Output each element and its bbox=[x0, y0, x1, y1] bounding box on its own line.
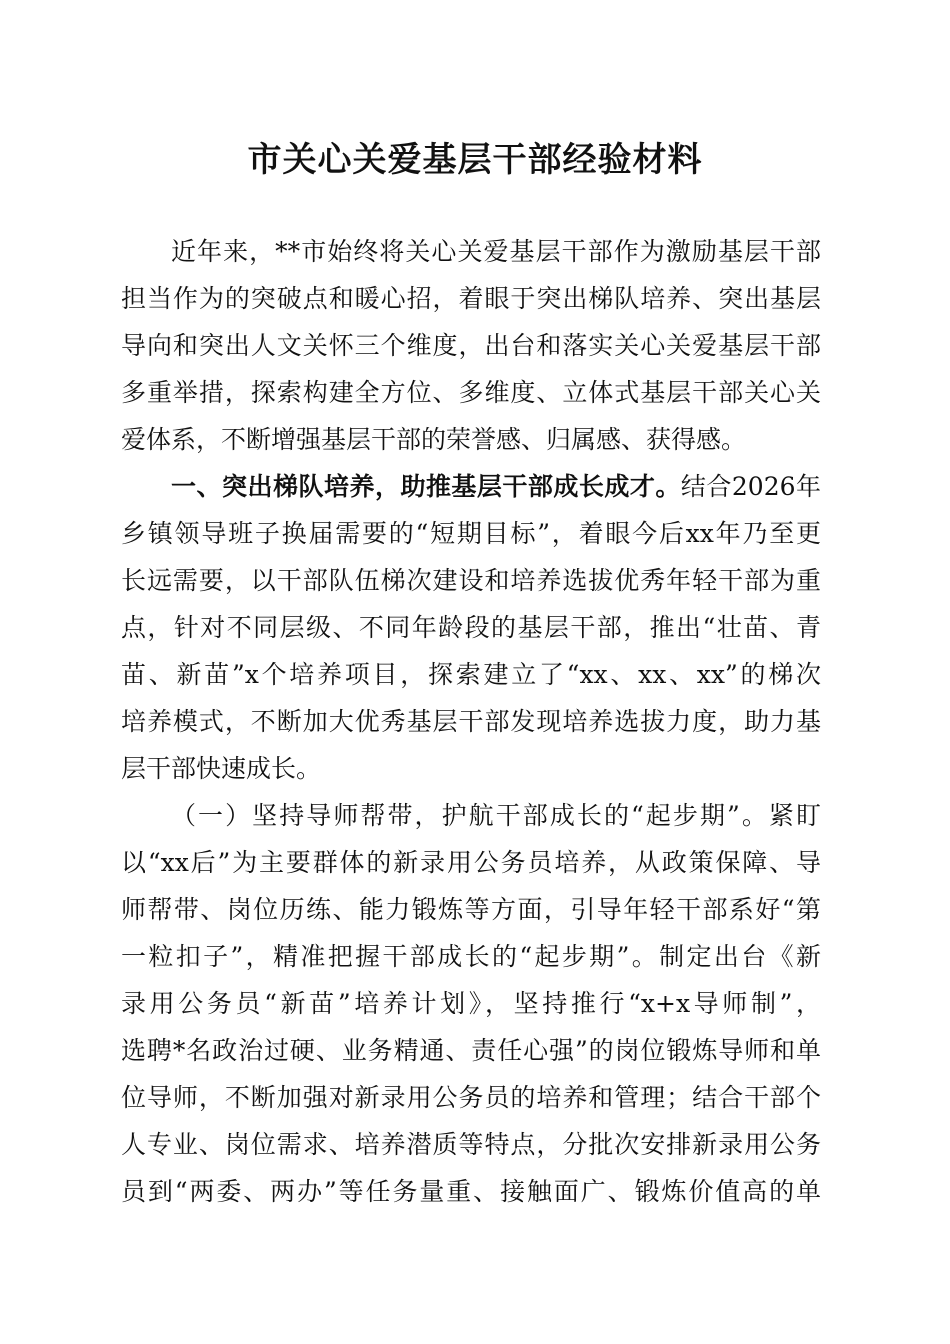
paragraph-3-line-6: 位导师，不断加强对新录用公务员的培养和管理；结合干部个 bbox=[121, 1083, 821, 1112]
paragraph-3-line-4: 录用公务员“新苗”培养计划》，坚持推行“x+x导师制”， bbox=[121, 989, 821, 1018]
paragraph-1-line-3: 导向和突出人文关怀三个维度，出台和落实关心关爱基层干部 bbox=[121, 331, 821, 360]
section-1-heading: 一、突出梯队培养，助推基层干部成长成才。 bbox=[171, 472, 681, 501]
paragraph-3-line-2: 师帮带、岗位历练、能力锻炼等方面，引导年轻干部系好“第 bbox=[121, 895, 821, 924]
subsection-1-lead-text: 紧盯 bbox=[768, 801, 821, 830]
paragraph-3-line-3: 一粒扣子”，精准把握干部成长的“起步期”。制定出台《新 bbox=[121, 942, 821, 971]
paragraph-2-line-2: 长远需要，以干部队伍梯次建设和培养选拔优秀年轻干部为重 bbox=[121, 566, 821, 595]
paragraph-2-line-5: 培养模式，不断加大优秀基层干部发现培养选拔力度，助力基 bbox=[121, 707, 821, 736]
subsection-1-heading: （一）坚持导师帮带，护航干部成长的“起步期”。 bbox=[171, 801, 769, 830]
paragraph-1-line-1: 近年来，**市始终将关心关爱基层干部作为激励基层干部 bbox=[171, 237, 821, 266]
paragraph-2-line-1: 乡镇领导班子换届需要的“短期目标”，着眼今后xx年乃至更 bbox=[121, 519, 821, 548]
paragraph-1-line-4: 多重举措，探索构建全方位、多维度、立体式基层干部关心关 bbox=[121, 378, 821, 407]
paragraph-2-line-6: 层干部快速成长。 bbox=[121, 754, 322, 783]
paragraph-1-line-2: 担当作为的突破点和暖心招，着眼于突出梯队培养、突出基层 bbox=[121, 284, 821, 313]
document-title: 市关心关爱基层干部经验材料 bbox=[247, 140, 703, 180]
section-1-first-line bbox=[171, 464, 821, 510]
paragraph-3-line-5: 选聘*名政治过硬、业务精通、责任心强”的岗位锻炼导师和单 bbox=[121, 1036, 821, 1065]
section-1-lead-text: 结合2026年 bbox=[680, 472, 821, 501]
paragraph-3-line-7: 人专业、岗位需求、培养潜质等特点，分批次安排新录用公务 bbox=[121, 1130, 821, 1159]
paragraph-2-line-4: 苗、新苗”x个培养项目，探索建立了“xx、xx、xx”的梯次 bbox=[121, 660, 821, 689]
paragraph-3-line-1: 以“xx后”为主要群体的新录用公务员培养，从政策保障、导 bbox=[121, 848, 821, 877]
subsection-1-first-line bbox=[171, 793, 821, 839]
paragraph-2-line-3: 点，针对不同层级、不同年龄段的基层干部，推出“壮苗、青 bbox=[121, 613, 821, 642]
paragraph-1-line-5: 爱体系，不断增强基层干部的荣誉感、归属感、获得感。 bbox=[121, 425, 747, 454]
paragraph-3-line-8: 员到“两委、两办”等任务量重、接触面广、锻炼价值高的单 bbox=[121, 1177, 821, 1206]
